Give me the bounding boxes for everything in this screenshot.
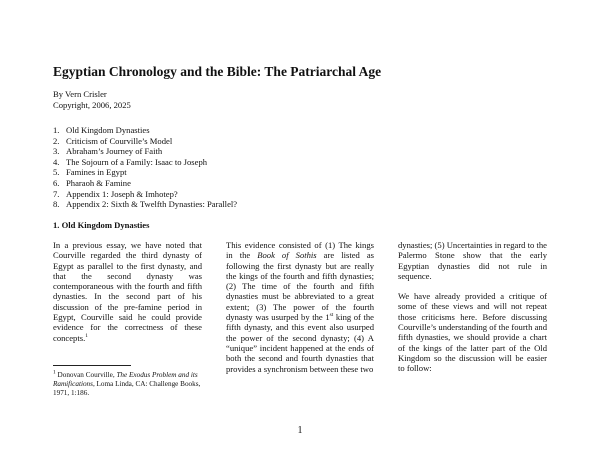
author-line: By Vern Crisler [53,89,107,99]
toc-item[interactable] [53,189,237,200]
toc-item-label: Old Kingdom Dynasties [66,125,150,135]
footnote [53,371,202,398]
paragraph-text: king of the fifth dynasty, and this event also usurped the power of the second dynasty; (4) A “unique” incident happened at the ends of both the second and fourth dynasties that provides a synchronism between these two [226,312,374,374]
byline [53,89,131,111]
toc-item-label: Appendix 1: Joseph & Imhotep? [66,188,178,199]
toc-item-label: Appendix 2: Sixth & Twelfth Dynasties: Parallel? [66,199,238,210]
footnote-divider [53,365,131,366]
page-number: 1 [297,425,303,436]
paragraph: dynasties; (5) Uncertainties in regard to the Palermo Stone show that the early Egyptian dynasties did not rule in sequence. [398,240,547,281]
toc-item-label: Abraham’s Journey of Faith [66,146,163,157]
toc-item-number: 8. [53,199,60,210]
footnote-mark: 1 [53,369,56,376]
toc-item[interactable] [53,146,237,157]
toc-item-number: 3. [53,146,60,157]
toc-item[interactable] [53,125,237,136]
toc-item[interactable] [53,136,237,147]
toc-item-label: Pharaoh & Famine [66,177,131,188]
body-column-1 [53,240,202,343]
paragraph-gap [398,281,547,291]
paragraph-text: This evidence consisted of (1) The kings in the [226,240,374,261]
book-title: Book of Sothis [257,250,317,261]
toc-item-number: 6. [53,177,60,188]
paragraph-text: are listed as following the first dynasty but are really the kings of the fourth and fifth dynasties; (2) The time of the fourth and fifth dynasties must be abbreviated to a great extent; (3) The power of the fourth dynasty was usurped by the 1 [226,250,375,323]
toc-item[interactable] [53,199,237,210]
copyright-line: Copyright, 2006, 2025 [53,100,131,110]
ordinal-suffix: st [329,312,334,319]
toc-item-number: 7. [53,188,60,199]
body-column-2 [226,240,374,374]
footnote-reference[interactable]: 1 [85,332,88,339]
toc-item-number: 2. [53,135,60,146]
section-heading: 1. Old Kingdom Dynasties [53,220,150,230]
footnote-text: Donovan Courville, [55,371,117,379]
toc-item-label: Famines in Egypt [66,167,127,178]
paragraph-text: In a previous essay, we have noted that Courville regarded the third dynasty of Egypt as parallel to the first dynasty, and that the second dynasty was contemporaneous with the fourth and fifth dynasties. In the second part of his discussion of the pre-famine period in Egypt, Courville said he could provide evidence for the correctness of these concepts. [53,240,202,343]
body-column-3 [398,240,547,374]
toc-item[interactable] [53,157,237,168]
footnote-text: , Loma Linda, CA: Challenge Books, 1971, 1:186. [53,380,201,397]
table-of-contents [53,125,237,210]
paragraph [53,240,202,343]
paragraph: We have already provided a critique of some of these views and will not repeat those criticisms here. Before discussing Courville’s understanding of the fourth and fifth dynasties, we should provide a chart of the kings of the latter part of the Old Kingdom so the discussion will be easier to follow: [398,291,547,374]
toc-item-label: Criticism of Courville’s Model [66,135,173,146]
toc-item-number: 4. [53,156,60,167]
paragraph [226,240,374,374]
toc-item[interactable] [53,178,237,189]
footnote-book-title: The Exodus Problem and its Ramifications [53,371,198,388]
toc-item-number: 1. [53,125,60,135]
toc-item-number: 5. [53,167,60,178]
document-title: Egyptian Chronology and the Bible: The Patriarchal Age [53,64,382,79]
toc-item-label: The Sojourn of a Family: Isaac to Joseph [66,156,208,167]
toc-item[interactable] [53,167,237,178]
